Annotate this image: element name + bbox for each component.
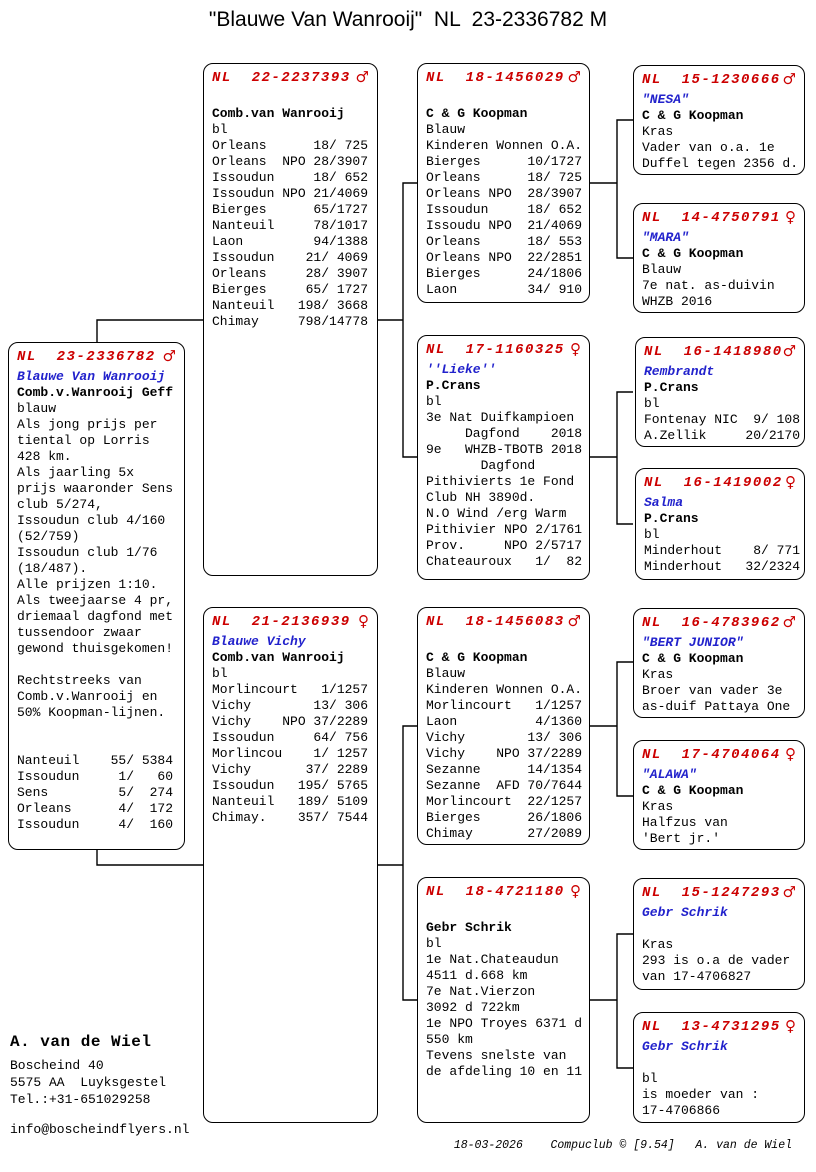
sex-icon: ♂ [782,70,796,88]
pedigree-box-grandmother-paternal [417,335,590,580]
ring-number: NL 16-4783962 [642,615,781,631]
pedigree-text-line [426,904,581,920]
pedigree-text-line: C & G Koopman [642,246,744,261]
pedigree-text-line: Als jaarling 5x [17,465,135,480]
pedigree-text-line: Nanteuil 78/1017 [212,218,369,233]
connector-gp1-greatgrandparents [590,120,633,258]
pedigree-box-father [203,63,378,576]
pedigree-text-line: bl [644,396,660,411]
ring-row [642,885,796,903]
pedigree-text-line: C & G Koopman [642,783,744,798]
pedigree-text-line: Alle prijzen 1:10. [17,577,158,592]
pedigree-text-line: Nanteuil 189/ 5109 [212,794,369,809]
pedigree-text-line: Kras [642,937,674,952]
pedigree-text-line: Bierges 65/ 1727 [212,282,369,297]
ring-number: NL 22-2237393 [212,70,351,86]
pedigree-text-line: Vichy 13/ 306 [212,698,369,713]
pedigree-text-line: Vichy 13/ 306 [426,730,583,745]
sex-icon: ♀ [785,208,796,226]
pedigree-text-line: 293 is o.a de vader [642,953,791,968]
pigeon-name: "MARA" [642,230,689,245]
pedigree-text-line: Issoudu NPO 21/4069 [426,218,583,233]
pedigree-text-line: Laon 94/1388 [212,234,369,249]
pedigree-text-line: Minderhout 8/ 771 [644,543,801,558]
pedigree-text-line: Fontenay NIC 9/ 108 [644,412,801,427]
ring-row [642,1019,796,1037]
ring-row [426,884,581,902]
ring-row [642,72,796,90]
ring-row [426,342,581,360]
pedigree-text-line: 3092 d 722km [426,1000,520,1015]
connector-gp4-greatgrandparents [590,934,633,1068]
pedigree-text-line: 550 km [426,1032,473,1047]
pedigree-text-line: bl [212,666,228,681]
pedigree-text-line: 4511 d.668 km [426,968,528,983]
pedigree-box-greatgrandparent-6 [633,740,805,850]
pigeon-name: Gebr Schrik [642,905,728,920]
connector-subject-father [97,320,203,342]
pedigree-text-line: Vichy NPO 37/2289 [426,746,583,761]
pedigree-text-line: Orleans 18/ 553 [426,234,583,249]
pedigree-text-line: 428 km. [17,449,72,464]
pedigree-text-line: Chimay 27/2089 [426,826,583,841]
pedigree-text-line: Orleans 28/ 3907 [212,266,369,281]
pedigree-text-line: Prov. NPO 2/5717 [426,538,583,553]
pedigree-lines [642,1055,796,1119]
footer-credit: 18-03-2026 Compuclub © [9.54] A. van de Wiel [453,1139,792,1152]
pedigree-text-line: Kinderen Wonnen O.A. [426,138,583,153]
ring-row [426,70,581,88]
pedigree-lines [426,90,581,298]
pedigree-text-line [17,737,176,753]
pedigree-text-line: Comb.van Wanrooij [212,650,345,665]
pedigree-lines [642,246,796,310]
pedigree-text-line: Orleans NPO 28/3907 [426,186,583,201]
pedigree-box-greatgrandparent-5 [633,608,805,718]
pigeon-name: Rembrandt [644,364,715,379]
pedigree-text-line: Vader van o.a. 1e [642,140,775,155]
pedigree-text-line [212,90,369,106]
ring-number: NL 21-2136939 [212,614,351,630]
pedigree-text-line: Issoudun 195/ 5765 [212,778,369,793]
pedigree-box-subject [8,342,185,850]
ring-number: NL 18-1456029 [426,70,565,86]
pedigree-text-line: Kras [642,799,674,814]
pedigree-text-line: Issoudun 18/ 652 [212,170,369,185]
pedigree-text-line: Sens 5/ 274 [17,785,174,800]
pedigree-text-line: Vichy 37/ 2289 [212,762,369,777]
pedigree-text-line: Als jong prijs per [17,417,158,432]
pedigree-text-line: driemaal dagfond met [17,609,174,624]
pedigree-lines [17,385,176,833]
pedigree-text-line: Vichy NPO 37/2289 [212,714,369,729]
pedigree-text-line: Orleans 4/ 172 [17,801,174,816]
pedigree-text-line: Bierges 10/1727 [426,154,583,169]
pedigree-text-line: Laon 4/1360 [426,714,583,729]
ring-number: NL 17-1160325 [426,342,565,358]
sex-icon: ♀ [570,882,581,900]
pedigree-text-line [642,1055,796,1071]
pedigree-text-line [426,90,581,106]
pedigree-box-greatgrandparent-7 [633,878,805,990]
pedigree-lines [212,650,369,826]
pedigree-text-line: Morlincourt 22/1257 [426,794,583,809]
pedigree-text-line: N.O Wind /erg Warm [426,506,567,521]
pedigree-box-greatgrandparent-2 [633,203,805,313]
pedigree-text-line: Bierges 26/1806 [426,810,583,825]
owner-block [10,1033,166,1108]
sex-icon: ♂ [782,613,796,631]
pigeon-name: "ALAWA" [642,767,697,782]
pedigree-text-line: C & G Koopman [642,651,744,666]
pedigree-lines [426,378,581,570]
pedigree-text-line: Orleans NPO 28/3907 [212,154,369,169]
pedigree-text-line: (52/759) [17,529,80,544]
sex-icon: ♂ [782,342,797,360]
connector-father-grandparents [378,183,417,457]
pedigree-text-line: Morlincou 1/ 1257 [212,746,369,761]
pedigree-text-line: 9e WHZB-TBOTB 2018 [426,442,583,457]
pedigree-text-line: bl [426,936,442,951]
pedigree-text-line: C & G Koopman [426,106,528,121]
pedigree-lines [212,90,369,330]
ring-row [17,349,176,367]
pedigree-text-line: Comb.van Wanrooij [212,106,345,121]
pedigree-text-line [642,921,796,937]
ring-number: NL 15-1247293 [642,885,781,901]
pigeon-name: ''Lieke'' [426,362,497,377]
sex-icon: ♂ [567,612,581,630]
pedigree-text-line: Nanteuil 198/ 3668 [212,298,369,313]
pedigree-text-line: Minderhout 32/2324 [644,559,801,574]
pedigree-lines [642,783,796,847]
pedigree-text-line: 3e Nat Duifkampioen [426,410,575,425]
owner-address-street: Boscheind 40 [10,1058,104,1073]
sex-icon: ♀ [785,745,796,763]
pedigree-box-greatgrandparent-8 [633,1012,805,1123]
pedigree-text-line: Issoudun club 1/76 [17,545,158,560]
pedigree-text-line: C & G Koopman [642,108,744,123]
pedigree-text-line [426,634,581,650]
pedigree-text-line: Morlincourt 1/1257 [212,682,369,697]
pedigree-lines [644,511,801,575]
pedigree-text-line: Comb.v.Wanrooij Geff [17,385,174,400]
ring-row [642,210,796,228]
pedigree-lines [426,634,581,842]
pedigree-text-line: Issoudun 64/ 756 [212,730,369,745]
pedigree-text-line: club 5/274, [17,497,103,512]
pedigree-text-line: Kinderen Wonnen O.A. [426,682,583,697]
pedigree-text-line: Rechtstreeks van [17,673,142,688]
pedigree-text-line: is moeder van : [642,1087,760,1102]
pedigree-text-line: Duffel tegen 2356 d. [642,156,799,171]
pedigree-text-line: Issoudun 18/ 652 [426,202,583,217]
ring-row [212,614,369,632]
pigeon-name: "NESA" [642,92,689,107]
pedigree-text-line: Chimay. 357/ 7544 [212,810,369,825]
pedigree-text-line: bl [426,394,442,409]
ring-row [642,615,796,633]
pedigree-text-line: Issoudun 4/ 160 [17,817,174,832]
pedigree-text-line [17,657,176,673]
page-title: "Blauwe Van Wanrooij" NL 23-2336782 M [208,8,608,31]
pedigree-text-line: P.Crans [426,378,481,393]
pedigree-box-greatgrandparent-1 [633,65,805,175]
ring-number: NL 18-1456083 [426,614,565,630]
pedigree-text-line: prijs waaronder Sens [17,481,174,496]
sex-icon: ♀ [358,612,369,630]
pedigree-text-line: 1e NPO Troyes 6371 d [426,1016,583,1031]
pedigree-text-line: Orleans 18/ 725 [212,138,369,153]
pedigree-text-line: Club NH 3890d. [426,490,536,505]
pedigree-text-line: Comb.v.Wanrooij en [17,689,158,704]
pedigree-lines [644,380,801,444]
pedigree-text-line: Bierges 65/1727 [212,202,369,217]
pedigree-lines [642,651,796,715]
pedigree-text-line: WHZB 2016 [642,294,713,309]
pedigree-text-line: 50% Koopman-lijnen. [17,705,166,720]
pigeon-name: "BERT JUNIOR" [642,635,744,650]
pedigree-text-line: Pithivier NPO 2/1761 [426,522,583,537]
sex-icon: ♀ [785,1017,796,1035]
pigeon-name: Salma [644,495,684,510]
owner-address-city: 5575 AA Luyksgestel [10,1075,167,1090]
pedigree-text-line: 7e nat. as-duivin [642,278,775,293]
owner-phone: Tel.:+31-651029258 [10,1092,151,1107]
pedigree-text-line: Chateauroux 1/ 82 [426,554,583,569]
pedigree-text-line: as-duif Pattaya One [642,699,791,714]
pedigree-text-line: Dagfond [426,458,536,473]
pedigree-box-grandfather-paternal [417,63,590,303]
connector-mother-grandparents [378,726,417,1000]
pedigree-text-line: Orleans 18/ 725 [426,170,583,185]
pedigree-text-line: de afdeling 10 en 11 [426,1064,583,1079]
pedigree-text-line: bl [212,122,228,137]
pedigree-text-line: Chimay 798/14778 [212,314,369,329]
pedigree-text-line: Blauw [642,262,682,277]
pedigree-box-grandfather-maternal [417,607,590,845]
ring-number: NL 17-4704064 [642,747,781,763]
pedigree-text-line: Bierges 24/1806 [426,266,583,281]
connector-gp3-greatgrandparents [590,662,633,796]
ring-row [426,614,581,632]
pedigree-text-line: blauw [17,401,57,416]
pedigree-text-line: Halfzus van [642,815,728,830]
sex-icon: ♂ [355,68,369,86]
pedigree-text-line: Issoudun 21/ 4069 [212,250,369,265]
pedigree-text-line: 7e Nat.Vierzon [426,984,536,999]
pedigree-lines [642,108,799,172]
ring-row [644,475,796,493]
pedigree-text-line: bl [642,1071,658,1086]
pedigree-text-line: C & G Koopman [426,650,528,665]
pedigree-lines [426,904,581,1080]
pedigree-text-line: P.Crans [644,511,699,526]
pedigree-text-line: 1e Nat.Chateaudun [426,952,559,967]
pedigree-text-line: Als tweejaarse 4 pr, [17,593,174,608]
pedigree-text-line: Issoudun NPO 21/4069 [212,186,369,201]
pedigree-text-line: Sezanne 14/1354 [426,762,583,777]
pedigree-text-line: tussendoor zwaar [17,625,142,640]
pedigree-text-line: van 17-4706827 [642,969,752,984]
pedigree-lines [642,921,796,985]
pedigree-text-line: Blauw [426,122,466,137]
pedigree-text-line: Gebr Schrik [426,920,512,935]
pedigree-box-greatgrandparent-3 [635,337,805,447]
pedigree-box-mother [203,607,378,1123]
pedigree-text-line: Blauw [426,666,466,681]
sex-icon: ♀ [785,473,796,491]
sex-icon: ♂ [567,68,581,86]
pedigree-text-line: Kras [642,124,674,139]
ring-number: NL 14-4750791 [642,210,781,226]
ring-row [642,747,796,765]
pedigree-text-line [17,721,176,737]
pedigree-text-line: bl [644,527,660,542]
pigeon-name: Blauwe Van Wanrooij [17,369,166,384]
ring-row [644,344,796,362]
pedigree-text-line: Kras [642,667,674,682]
pedigree-text-line: Broer van vader 3e [642,683,783,698]
ring-row [212,70,369,88]
pedigree-text-line: 17-4706866 [642,1103,721,1118]
owner-name: A. van de Wiel [10,1033,152,1051]
pedigree-text-line: Pithivierts 1e Fond [426,474,575,489]
pedigree-box-grandmother-maternal [417,877,590,1123]
pedigree-text-line: Issoudun club 4/160 [17,513,166,528]
pedigree-text-line: Sezanne AFD 70/7644 [426,778,583,793]
pedigree-text-line: Tevens snelste van [426,1048,567,1063]
pedigree-box-greatgrandparent-4 [635,468,805,580]
sex-icon: ♂ [162,347,176,365]
owner-email: info@boscheindflyers.nl [10,1122,190,1137]
pedigree-text-line: (18/487). [17,561,88,576]
pedigree-text-line: Laon 34/ 910 [426,282,583,297]
ring-number: NL 18-4721180 [426,884,565,900]
ring-number: NL 16-1418980 [644,344,783,360]
ring-number: NL 16-1419002 [644,475,783,491]
ring-number: NL 13-4731295 [642,1019,781,1035]
pedigree-text-line: P.Crans [644,380,699,395]
pedigree-text-line: tiental op Lorris [17,433,150,448]
pigeon-name: Gebr Schrik [642,1039,728,1054]
ring-number: NL 23-2336782 [17,349,156,365]
pedigree-text-line: Dagfond 2018 [426,426,583,441]
pedigree-text-line: Issoudun 1/ 60 [17,769,174,784]
pedigree-text-line: Nanteuil 55/ 5384 [17,753,174,768]
sex-icon: ♀ [570,340,581,358]
pedigree-text-line: Orleans NPO 22/2851 [426,250,583,265]
ring-number: NL 15-1230666 [642,72,781,88]
sex-icon: ♂ [782,883,796,901]
pedigree-text-line: 'Bert jr.' [642,831,721,846]
connector-subject-mother [97,850,203,865]
pedigree-text-line: Morlincourt 1/1257 [426,698,583,713]
connector-gp2-greatgrandparents [590,392,633,524]
pedigree-text-line: A.Zellik 20/2170 [644,428,801,443]
pigeon-name: Blauwe Vichy [212,634,306,649]
pedigree-text-line: gewond thuisgekomen! [17,641,174,656]
